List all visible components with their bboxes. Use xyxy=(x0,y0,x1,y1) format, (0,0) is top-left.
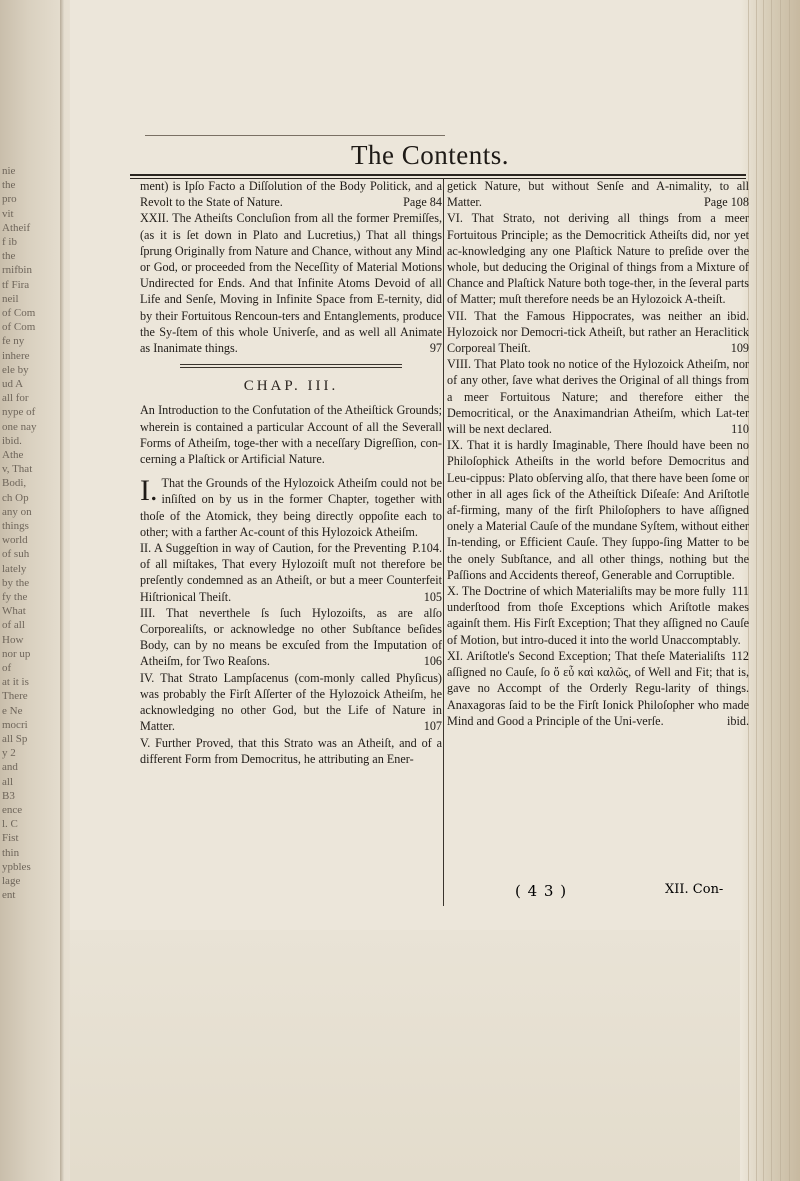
entry-text: X. The Doctrine of which Materialiſts may be more fully underſtood from thoſe Exceptions which Ariſtotle makes againſt them. His Firſt Exception; That they aſſigned no Cauſe of Motion, but intro-duced it into the world Unaccomptably. xyxy=(447,584,749,647)
column-divider xyxy=(443,178,444,906)
entry-text: IV. That Strato Lampſacenus (com-monly called Phyſicus) was probably the Firſt Aſſerter of the Hylozoick Atheiſm, he acknowledging no other God, but the Life of Nature in Matter. xyxy=(140,670,442,734)
entry-page-number: ibid. xyxy=(726,308,749,323)
margin-text-fragment: neil xyxy=(2,292,19,305)
margin-text-fragment: nor up xyxy=(2,647,31,660)
margin-text-fragment: all for xyxy=(2,392,29,405)
margin-text-fragment: at it is xyxy=(2,676,29,689)
margin-text-fragment: mocri xyxy=(2,718,28,731)
signature-mark: ( 4 3 ) xyxy=(515,882,568,900)
margin-text-fragment: fe ny xyxy=(2,335,25,348)
margin-text-fragment: all Sp xyxy=(2,733,28,745)
margin-text-fragment: B3 xyxy=(2,789,15,802)
entry-page-number: Page 84 xyxy=(403,195,442,210)
margin-text-fragment: Atheif xyxy=(2,221,31,234)
entry-page-number: 109 xyxy=(730,341,749,356)
toc-entry xyxy=(447,356,749,437)
margin-text-fragment: y 2 xyxy=(2,747,16,760)
margin-text-fragment: of xyxy=(2,662,12,674)
right-column xyxy=(447,178,749,729)
book-page xyxy=(105,130,755,930)
margin-text-fragment: all xyxy=(2,775,13,788)
entry-page-number: 111 xyxy=(731,584,749,599)
margin-text-fragment: Bodi, xyxy=(2,477,27,490)
margin-text-fragment: ele by xyxy=(2,363,29,376)
toc-entry xyxy=(447,178,749,210)
margin-text-fragment: tf Fira xyxy=(2,278,30,291)
entry-page-number: 112 xyxy=(731,648,749,663)
entry-page-number: 105 xyxy=(423,589,442,604)
margin-text-fragment: world xyxy=(2,534,28,547)
margin-text-fragment: e Ne xyxy=(2,704,23,717)
entry-text: ment) is Ipſo Facto a Diſſolution of the Body Politick, and a Revolt to the State of Nature. xyxy=(140,179,442,210)
entry-text: II. A Suggeſtion in way of Caution, for the Preventing of all miſtakes, That every Hylozoiſt muſt not therefore be preſently condemned as an Atheiſt, or but a meer Counterfeit Hiſtrionical Theiſt. xyxy=(140,541,442,604)
chapter-rule-thin xyxy=(180,367,402,368)
margin-text-fragment: ud A xyxy=(2,378,24,390)
entry-text: XI. Ariſtotle's Second Exception; That theſe Materialiſts aſſigned no Cauſe, ſo ὅ εὖ καὶ καλῶς, of Well and Fit; that is, gave no Accompt of the Orderly Regu-larity of things. Anaxagoras ſaid to be the Firſt Ionick Philoſopher who made Mind and Good a Principle of the Uni-verſe. xyxy=(447,648,749,728)
margin-text-fragment: fy the xyxy=(2,591,28,603)
entry-page-number: P.104. xyxy=(412,541,442,556)
toc-entry xyxy=(140,210,442,356)
margin-text-fragment: things xyxy=(2,520,29,532)
entry-text: VIII. That Plato took no notice of the Hylozoick Atheiſm, nor of any other, ſave what derives the Original of all things from a meer Fortuitous Nature; and therefore either the Democritical, or the Anaximandrian Atheiſm, which Lat-ter will be next declared. xyxy=(447,357,749,437)
margin-text-fragment: ch Op xyxy=(2,491,29,504)
entry-page-number: Page 108 xyxy=(703,195,749,210)
margin-text-fragment: There xyxy=(2,690,28,703)
toc-entry xyxy=(140,474,442,556)
chapter-heading: CHAP. III. xyxy=(243,378,339,395)
margin-text-fragment: l. C xyxy=(2,818,18,831)
margin-text-fragment: lately xyxy=(2,562,27,575)
drop-cap: I. xyxy=(140,474,158,508)
margin-text-fragment: the xyxy=(2,250,16,263)
margin-text-fragment: inhere xyxy=(2,349,30,362)
entry-text: III. That neverthele ſs ſuch Hylozoiſts, as are alſo Corporealiſts, or acknowledge no other Subſtance beſides Body, can by no means be excuſed from the Imputation of Atheiſm, for Two Reaſons. xyxy=(140,605,442,669)
entry-text: VI. That Strato, not deriving all things from a meer Fortuitous Principle; as the Democritick Atheiſts did, nor yet ac-knowledging any one Plaſtick Nature to preſide over the whole, but deducing the Original of things from a Mixture of Chance and Plaſtick Nature both toge-ther, in the ſeveral parts of Matter; muſt therefore needs be an Hylozoick A-theiſt. xyxy=(447,211,749,307)
header-rule xyxy=(130,174,746,176)
toc-entry xyxy=(447,210,749,323)
margin-text-fragment: any on xyxy=(2,505,32,518)
entry-page-number: 106 xyxy=(423,654,442,669)
toc-entry xyxy=(140,670,442,735)
left-column xyxy=(140,178,442,767)
margin-text-fragment: by the xyxy=(2,576,30,589)
margin-text-fragment: Fist xyxy=(2,832,19,845)
entry-text: That the Grounds of the Hylozoick Atheiſm could not be inſiſted on by us in the former Chapter, together with thoſe of the Atomick, they being directly oppoſite each to other; with a farther Ac-count of this Hylozoick Atheiſm. xyxy=(140,476,442,539)
margin-text-fragment: lage xyxy=(2,875,21,887)
margin-text-fragment: Athe xyxy=(2,449,24,461)
margin-text-fragment: of Com xyxy=(2,307,36,319)
entry-text: VII. That the Famous Hippocrates, was neither an Hylozoick nor Democri-tick Atheiſt, but rather an Heraclitick Corporeal Theiſt. xyxy=(447,308,749,356)
toc-entry xyxy=(447,583,749,663)
catchword: XII. Con- xyxy=(665,882,724,897)
margin-text-fragment: vit xyxy=(2,207,14,220)
entry-text: XXII. The Atheiſts Concluſion from all the former Premiſſes, (as it is ſet down in Plato and Lucretius,) That all things ſprung Originally from Nature and Chance, without any Mind or God, or proceeded from the Neceſſity of Material Motions Undirected for Ends. And that Infinite Atoms Devoid of all Life and Senſe, Moving in Infinite Space from E-ternity, did by their Fortuitous Rencoun-ters and Entanglements, produce the Sy-ſtem of this whole Univerſe, and as well all Animate as Inanimate things. xyxy=(140,211,442,356)
toc-entry xyxy=(447,308,749,357)
toc-entry xyxy=(140,605,442,670)
chapter-rule xyxy=(180,364,402,365)
margin-text-fragment: ibid. xyxy=(2,434,22,447)
entry-page-number: 110 xyxy=(731,422,749,437)
margin-text-fragment: of all xyxy=(2,619,25,632)
entry-page-number: 107 xyxy=(423,719,442,734)
toc-entry xyxy=(447,648,749,729)
toc-entry xyxy=(140,735,442,767)
margin-text-fragment: ent xyxy=(2,889,16,902)
entry-text: V. Further Proved, that this Strato was an Atheiſt, and of a different Form from Democritus, he attributing an Ener- xyxy=(140,735,442,766)
margin-text-fragment: and xyxy=(2,761,18,774)
margin-text-fragment: of Com xyxy=(2,321,36,334)
margin-text-fragment: How xyxy=(2,633,24,646)
margin-text-fragment: f ib xyxy=(2,236,17,248)
margin-text-fragment: v, That xyxy=(2,463,33,476)
entry-text: getick Nature, but without Senſe and A-nimality, to all Matter. xyxy=(447,179,749,210)
entry-text: IX. That it is hardly Imaginable, There ſhould have been no Philoſophick Atheiſts in the world before Democritus and Leu-cippus: Plato obſerving alſo, that there have been ſome or other in all ages ſick of the Atheiſtick Diſeaſe: And Ariſtotle af-firming, many of the firſt Philoſophers to have aſſigned onely a Material Cauſe of the mundane Syſtem, without either In-tending, or Efficient Cauſe. They ſuppo-ſing Matter to be the onely Subſtance, and all other things, nothing but the Paſſions and Accidents thereof, Generable and Corruptible. xyxy=(447,438,749,582)
toc-entry xyxy=(140,178,442,210)
margin-text-fragment: ypbles xyxy=(2,860,31,873)
margin-text-fragment: pro xyxy=(2,193,17,206)
margin-text-fragment: one nay xyxy=(2,420,37,433)
margin-text-fragment: nie xyxy=(2,165,16,177)
page-gutter xyxy=(60,0,64,1181)
chapter-intro: An Introduction to the Confutation of the Atheiſtick Grounds; wherein is contained a particular Account of all the Severall Forms of Atheiſm, toge-ther with a neceſſary Digreſſion, con-cerning a Plaſtick or Artificial Nature. xyxy=(140,403,442,467)
toc-entry xyxy=(140,540,442,605)
margin-text-fragment: ence xyxy=(2,804,23,816)
toc-entry xyxy=(447,437,749,599)
page-top-rule xyxy=(145,135,445,136)
margin-text-fragment: thin xyxy=(2,846,20,859)
margin-text-fragment: nype of xyxy=(2,406,36,419)
margin-text-fragment: of suh xyxy=(2,548,30,561)
entry-page-number: ibid. xyxy=(726,713,749,728)
background-below-page xyxy=(70,930,740,1181)
margin-text-fragment: the xyxy=(2,179,16,192)
entry-page-number: 97 xyxy=(429,341,442,356)
page-title: The Contents. xyxy=(351,140,509,170)
left-page-margin xyxy=(0,0,70,1181)
margin-text-fragment: rnifbin xyxy=(2,264,32,277)
margin-text-fragment: What xyxy=(2,605,26,618)
